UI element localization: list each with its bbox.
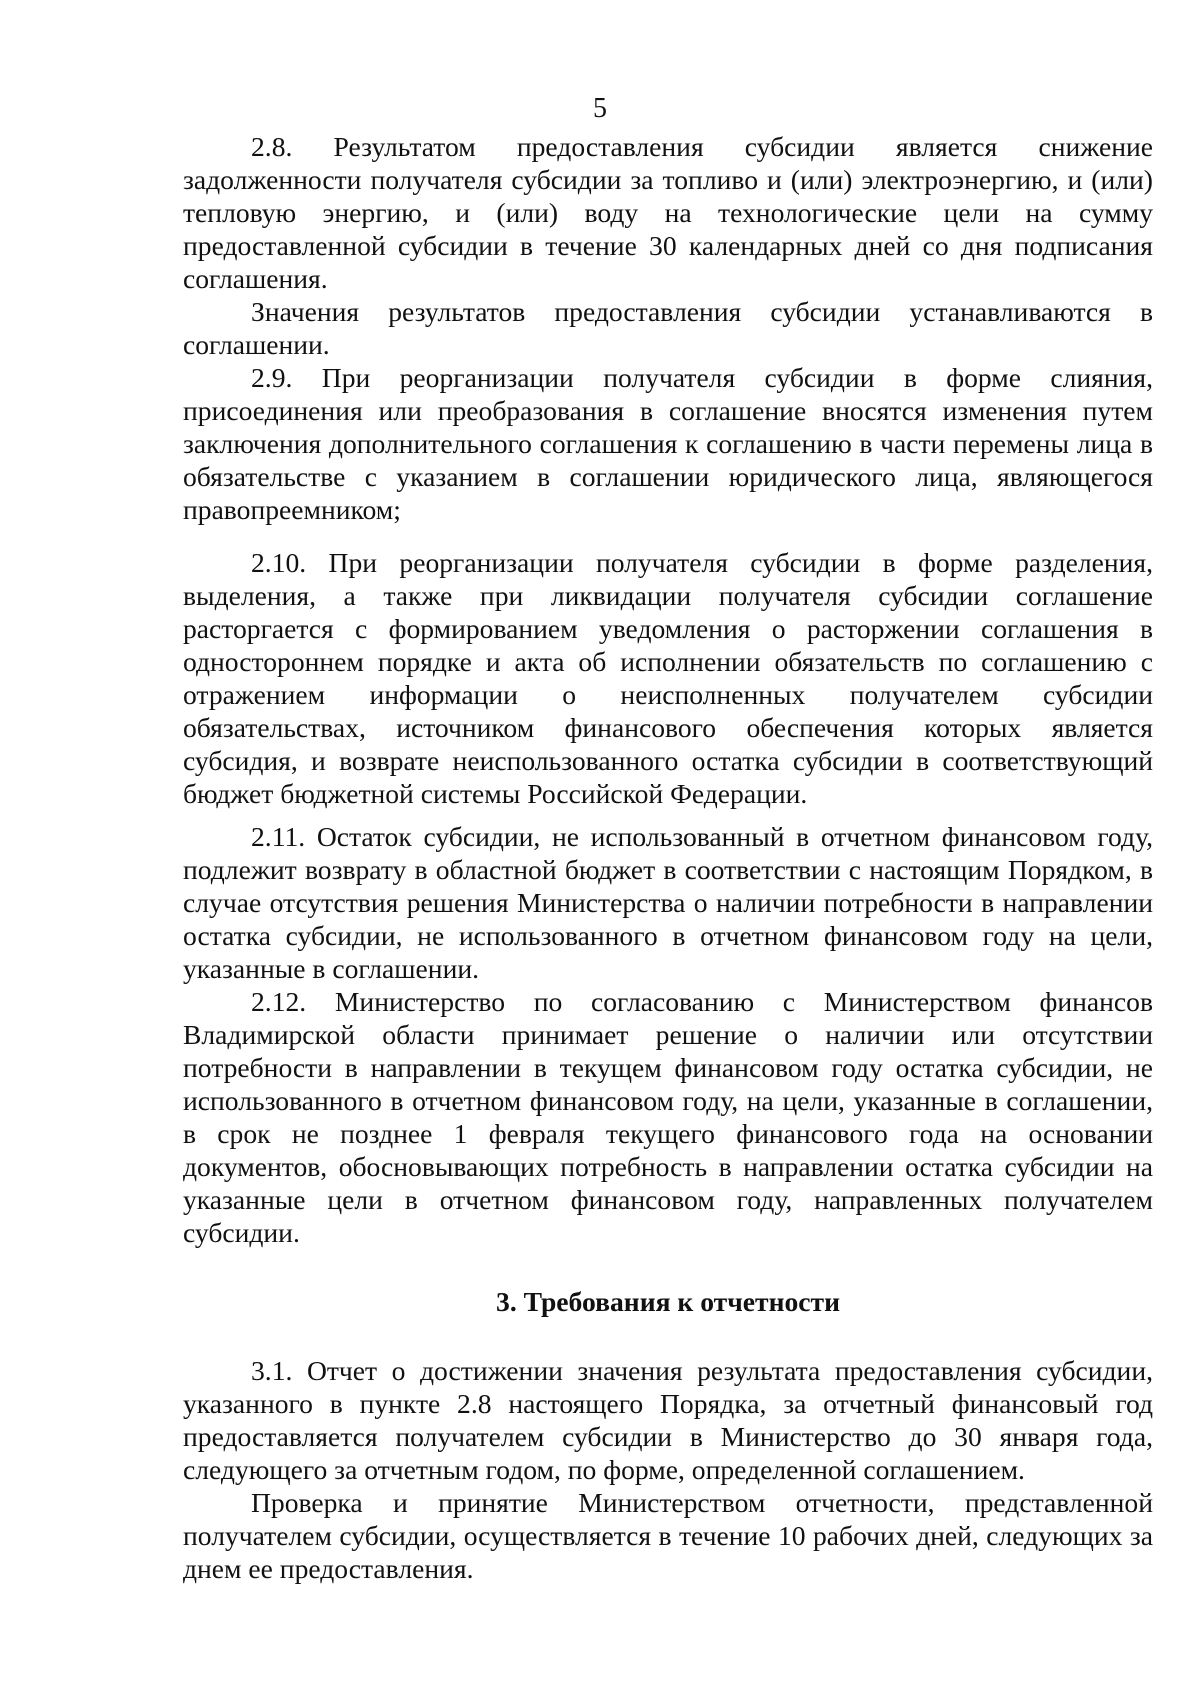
paragraph-2-8-values: Значения результатов предоставления субсидии устанавливаются в соглашении. [183,296,1153,360]
paragraph-3-1: 3.1. Отчет о достижении значения результата предоставления субсидии, указанного в пункте 2.8 настоящего Порядка, за отчетный финансовый год предоставляется получателем субсидии в Министерство до 30 января года, следующего за отчетным годом, по форме, определенной соглашением. [183,1355,1153,1485]
paragraph-2-12: 2.12. Министерство по согласованию с Министерством финансов Владимирской области принимает решение о наличии или отсутствии потребности в направлении в текущем финансовом году остатка субсидии, не использованного в отчетном финансовом году, на цели, указанные в соглашении, в срок не позднее 1 февраля текущего финансового года на основании документов, обосновывающих потребность в направлении остатка субсидии на указанные цели в отчетном финансовом году, направленных получателем субсидии. [183,986,1153,1248]
spacer [183,526,1153,546]
document-body [183,130,1153,1585]
paragraph-2-8: 2.8. Результатом предоставления субсидии является снижение задолженности получателя субсидии за топливо и (или) электроэнергию, и (или) тепловую энергию, и (или) воду на технологические цели на сумму предоставленной субсидии в течение 30 календарных дней со дня подписания соглашения. [183,131,1153,294]
paragraph-2-11: 2.11. Остаток субсидии, не использованный в отчетном финансовом году, подлежит возврату в областной бюджет в соответствии с настоящим Порядком, в случае отсутствия решения Министерства о наличии потребности в направлении остатка субсидии, не использованного в отчетном финансовом году на цели, указанные в соглашении. [183,821,1153,984]
section-3-title: 3. Требования к отчетности [496,1286,840,1317]
paragraph-2-10: 2.10. При реорганизации получателя субсидии в форме разделения, выделения, а также при ликвидации получателя субсидии соглашение расторгается с формированием уведомления о расторжении соглашения в одностороннем порядке и акта об исполнении обязательств по соглашению с отражением информации о неисполненных получателем субсидии обязательствах, источником финансового обеспечения которых является субсидия, и возврате неиспользованного остатка субсидии в соответствующий бюджет бюджетной системы Российской Федерации. [183,547,1153,809]
paragraph-3-1-check: Проверка и принятие Министерством отчетности, представленной получателем субсидии, осуществляется в течение 10 рабочих дней, следующих за днем ее предоставления. [183,1487,1153,1584]
page-number: 5 [593,93,607,124]
paragraph-2-9: 2.9. При реорганизации получателя субсидии в форме слияния, присоединения или преобразования в соглашение вносятся изменения путем заключения дополнительного соглашения к соглашению в части перемены лица в обязательстве с указанием в соглашении юридического лица, являющегося правопреемником; [183,362,1153,525]
spacer [183,810,1153,820]
spacer [183,1318,1153,1354]
spacer [183,1249,1153,1285]
